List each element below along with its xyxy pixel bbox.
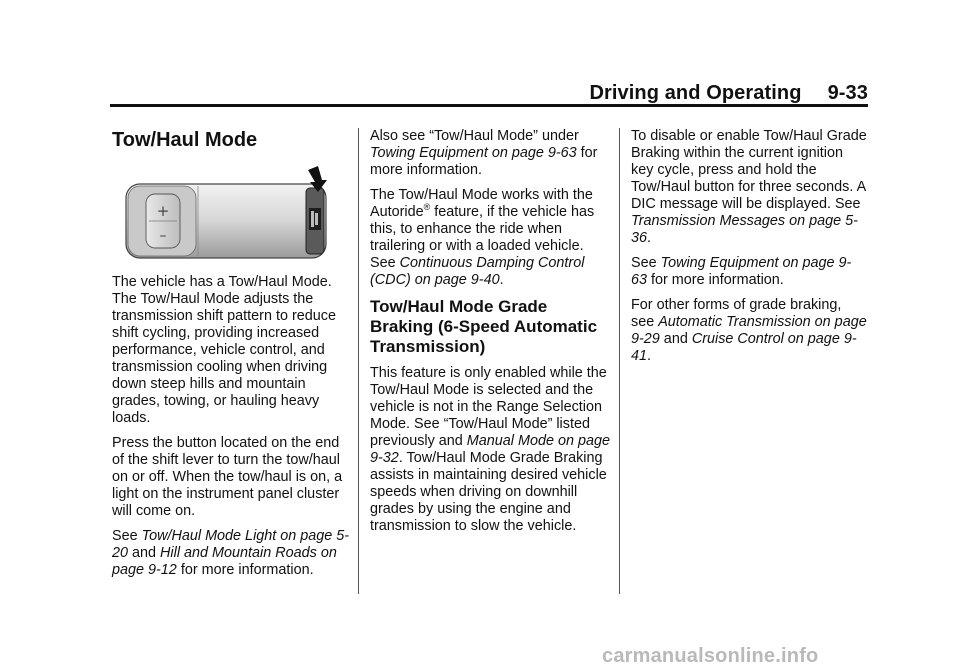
cross-reference-link[interactable]: Cruise Control on page 9-41 <box>631 331 857 364</box>
column-2 <box>370 128 610 543</box>
text: . Tow/Haul Mode Grade Braking assists in maintaining desired vehicle speeds when driving on downhill grades by using the engine and transmission to slow the vehicle. <box>370 450 607 534</box>
text: for more information. <box>370 145 598 178</box>
paragraph <box>631 255 867 289</box>
text: for more information. <box>647 272 784 288</box>
paragraph <box>370 128 610 179</box>
watermark: carmanualsonline.info <box>602 645 819 667</box>
text: The Tow/Haul Mode works with the Autoride <box>370 187 593 220</box>
text: See <box>112 528 142 544</box>
text: feature, if the vehicle has this, to enhance the ride when trailering or with a loaded vehicle. See <box>370 204 595 271</box>
cross-reference-link[interactable]: Continuous Damping Control (CDC) on page 9-40 <box>370 255 585 288</box>
cross-reference-link[interactable]: Tow/Haul Mode Light on page 5-20 <box>112 528 350 561</box>
paragraph: Press the button located on the end of the shift lever to turn the tow/haul on or off. When the tow/haul is on, a light on the instrument panel cluster will come on. <box>112 435 343 519</box>
text: for more information. <box>176 562 314 578</box>
column-divider <box>358 128 359 594</box>
paragraph: The vehicle has a Tow/Haul Mode. The Tow/Haul Mode adjusts the transmission shift pattern to reduce shift cycling, providing increased performance, vehicle control, and transmission cooling when driving down steep hills and mountain grades, towing, or hauling heavy loads. <box>112 274 336 426</box>
text: . <box>647 348 652 364</box>
subsection-heading: Tow/Haul Mode Grade Braking (6-Speed Automatic Transmission) <box>370 297 598 356</box>
column-3 <box>631 128 867 373</box>
text: For other forms of grade braking, see <box>631 297 842 330</box>
paragraph <box>112 528 352 579</box>
text: To disable or enable Tow/Haul Grade Braking within the current ignition key cycle, press and hold the Tow/Haul button for three seconds. A DIC message will be displayed. See <box>631 128 867 212</box>
header-section-title: Driving and Operating <box>589 82 802 104</box>
page-number: 9-33 <box>827 82 868 104</box>
shift-lever-illustration <box>122 164 336 268</box>
cross-reference-link[interactable]: Automatic Transmission on page 9-29 <box>631 314 867 347</box>
text: This feature is only enabled while the Tow/Haul Mode is selected and the vehicle is not in the Range Selection Mode. See “Tow/Haul Mode” listed previously and <box>370 365 607 449</box>
cross-reference-link[interactable]: Manual Mode on page 9-32 <box>370 433 611 466</box>
column-1 <box>112 274 352 587</box>
text: See <box>631 255 661 271</box>
text: . <box>499 272 504 288</box>
header-rule <box>110 104 868 107</box>
text: and <box>659 331 692 347</box>
paragraph <box>631 128 867 247</box>
plus-label: + <box>156 202 170 220</box>
text: . <box>647 230 652 246</box>
running-header <box>589 82 868 105</box>
cross-reference-link[interactable]: Hill and Mountain Roads on page 9-12 <box>112 545 337 578</box>
column-divider <box>619 128 620 594</box>
paragraph <box>631 297 867 365</box>
cross-reference-link[interactable]: Towing Equipment on page 9-63 <box>370 145 577 161</box>
section-title: Tow/Haul Mode <box>112 129 258 151</box>
text: Also see “Tow/Haul Mode” under <box>370 128 579 144</box>
paragraph <box>370 365 610 535</box>
text: and <box>128 545 161 561</box>
minus-label: – <box>159 228 167 244</box>
paragraph <box>370 187 610 289</box>
cross-reference-link[interactable]: Towing Equipment on page 9-63 <box>631 255 852 288</box>
cross-reference-link[interactable]: Transmission Messages on page 5-36 <box>631 213 858 246</box>
registered-mark: ® <box>423 202 431 213</box>
